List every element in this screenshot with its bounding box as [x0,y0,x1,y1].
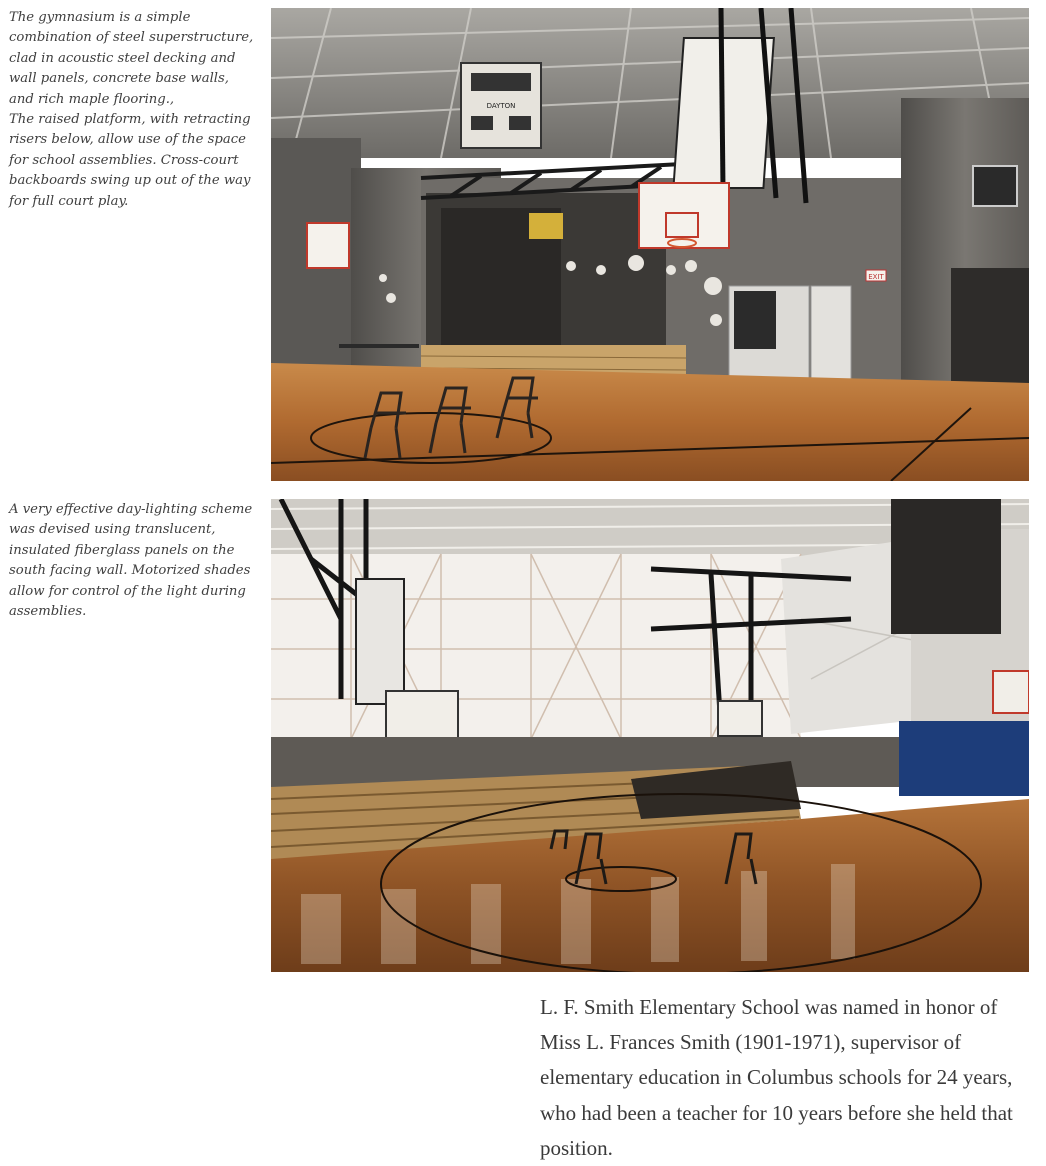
school-history-paragraph: L. F. Smith Elementary School was named in honor of Miss L. Frances Smith (1901-1971), supervisor of elementary education in Columbus schools for 24 years, who had been a teacher for 10 years before she held that position. [540,995,1013,1160]
gymnasium-caption-line-2: The raised platform, with retracting risers below, allow use of the space for school assemblies. Cross-court backboards swing up out of the way for full court play. [9,112,251,209]
gymnasium-caption-line-1: The gymnasium is a simple combination of steel superstructure, clad in acoustic steel decking and wall panels, concrete base walls, and rich maple flooring., [9,10,254,107]
gymnasium-daylighting-photo [271,499,1029,972]
gymnasium-stage-photo [271,8,1029,481]
gymnasium-caption [9,8,257,212]
daylighting-caption [9,500,257,622]
scoreboard-label: DAYTON [486,102,516,110]
gymnasium-stage-illustration [271,8,1029,481]
daylighting-caption-text: A very effective day-lighting scheme was devised using translucent, insulated fiberglass panels on the south facing wall. Motorized shades allow for control of the light during assemblies. [9,502,253,620]
gymnasium-daylighting-illustration [271,499,1029,972]
exit-sign: EXIT [868,273,884,281]
